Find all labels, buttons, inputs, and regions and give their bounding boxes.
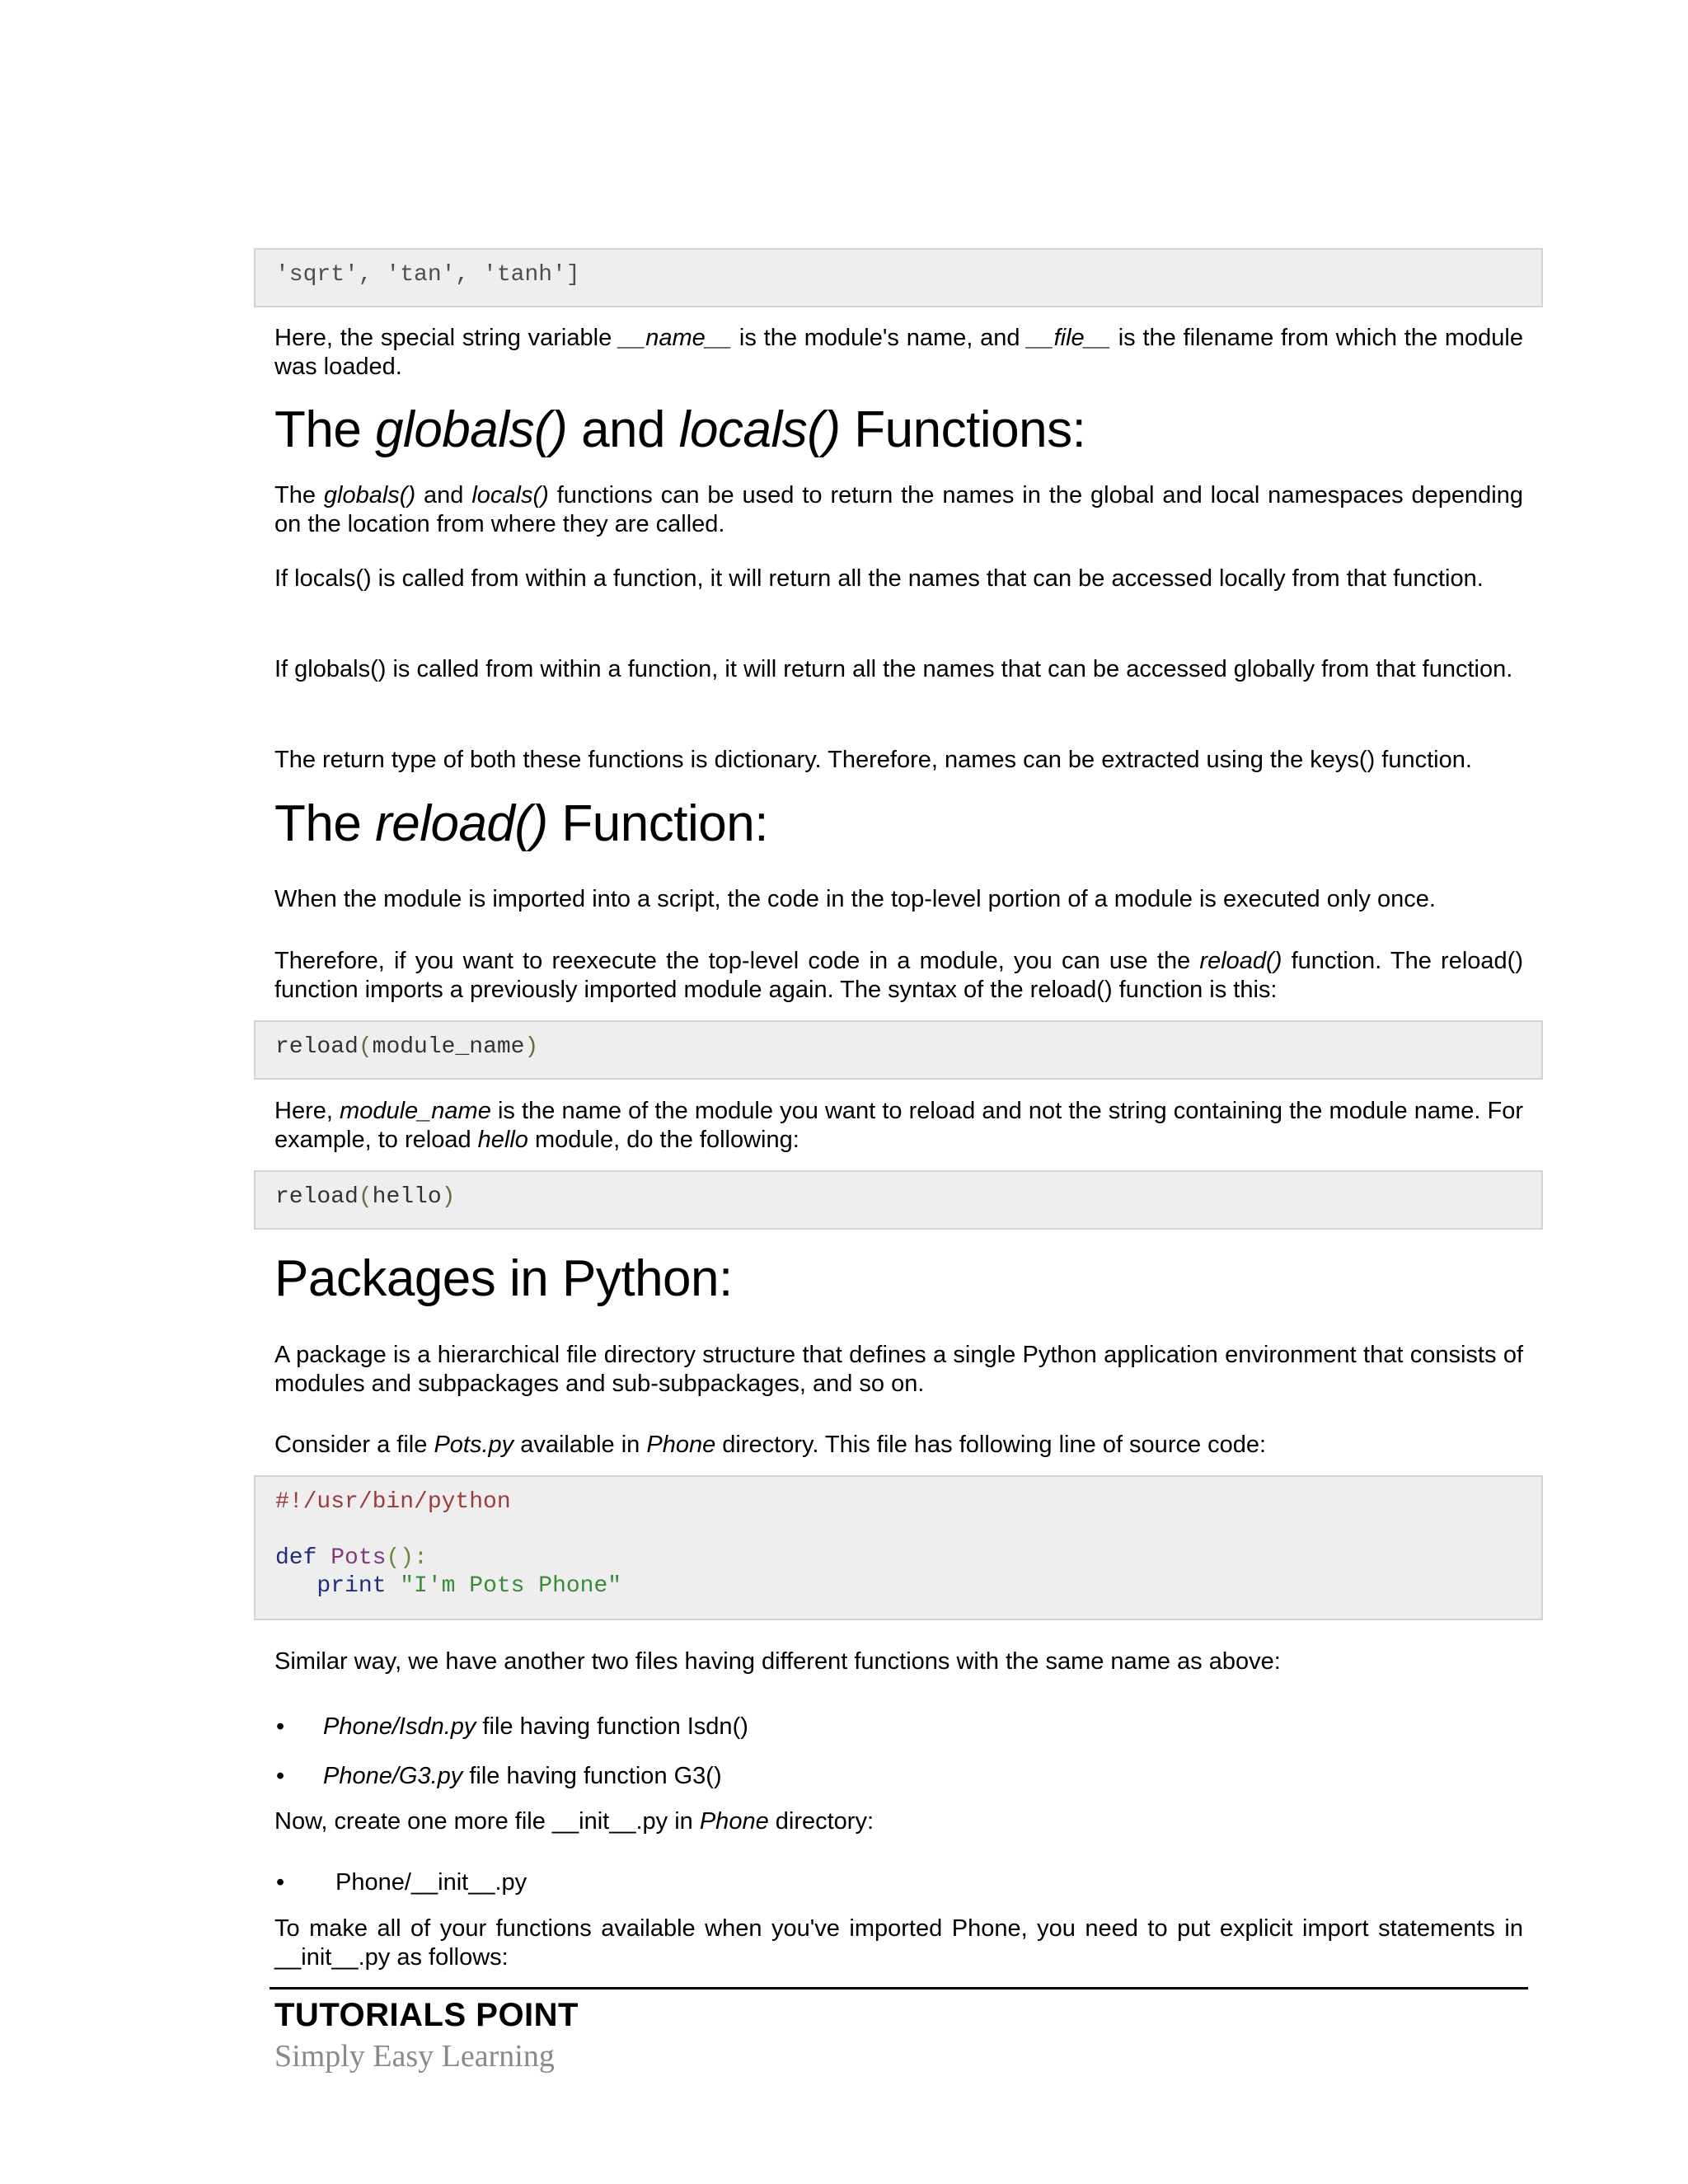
code-block-reload-hello: reload(hello): [254, 1170, 1543, 1230]
list-item: • Phone/__init__.py: [276, 1869, 528, 1896]
footer-tagline: Simply Easy Learning: [274, 2039, 555, 2074]
code-print-string: "I'm Pots Phone": [400, 1573, 622, 1599]
footer-brand: TUTORIALS POINT: [274, 1997, 579, 2033]
code-block-dir-output: [254, 248, 1543, 307]
code-shebang: #!/usr/bin/python: [275, 1489, 511, 1515]
paragraph-reload-usage: Therefore, if you want to reexecute the top-level code in a module, you can use the reload() function. The reload() function imports a previously imported module again. The syntax of the reload() function is this:: [274, 948, 1523, 1003]
paragraph-module-name: Here, module_name is the name of the module you want to reload and not the string containing the module name. For example, to reload hello module, do the following:: [274, 1098, 1523, 1153]
code-block-pots: #!/usr/bin/python def Pots(): print "I'm Pots Phone": [254, 1475, 1543, 1620]
footer-divider: [270, 1987, 1528, 1990]
code-print-keyword: print: [316, 1573, 387, 1599]
paragraph-name-file: Here, the special string variable __name__ is the module's name, and __file__ is the filename from which the module was loaded.: [274, 325, 1523, 380]
bullet-list-files: [274, 1713, 1523, 1791]
paragraph-package-definition: A package is a hierarchical file directory structure that defines a single Python application environment that consists of modules and subpackages and sub-subpackages, and so on.: [274, 1342, 1523, 1397]
inline-code-name: __name__: [619, 325, 733, 351]
code-def-keyword: def: [275, 1545, 317, 1571]
inline-code-file: __file__: [1027, 325, 1111, 351]
paragraph-pots-file: Consider a file Pots.py available in Phone directory. This file has following line of source code:: [274, 1432, 1267, 1458]
heading-packages: Packages in Python:: [274, 1250, 733, 1307]
paragraph-globals-locals-intro: The globals() and locals() functions can be used to return the names in the global and local namespaces depending on the location from where they are called.: [274, 482, 1523, 537]
list-item: • Phone/Isdn.py file having function Isdn(): [276, 1713, 748, 1740]
list-item: • Phone/G3.py file having function G3(): [276, 1763, 722, 1789]
paragraph-locals: If locals() is called from within a function, it will return all the names that can be accessed locally from that function.: [274, 565, 1484, 592]
paragraph-import-statements: To make all of your functions available when you've imported Phone, you need to put explicit import statements in __init__.py as follows:: [274, 1915, 1523, 1971]
paragraph-return-type: The return type of both these functions is dictionary. Therefore, names can be extracted using the keys() function.: [274, 747, 1472, 773]
code-function-name: Pots: [331, 1545, 387, 1571]
paragraph-similar-files: Similar way, we have another two files having different functions with the same name as above:: [274, 1648, 1281, 1675]
paragraph-create-init: Now, create one more file __init__.py in Phone directory:: [274, 1808, 874, 1835]
code-block-reload-syntax: reload(module_name): [254, 1020, 1543, 1080]
code-text: 'sqrt', 'tan', 'tanh']: [275, 262, 580, 288]
heading-reload: The reload() Function:: [274, 795, 768, 852]
paragraph-globals: If globals() is called from within a function, it will return all the names that can be accessed globally from that function.: [274, 656, 1513, 682]
paragraph-reload-once: When the module is imported into a script, the code in the top-level portion of a module is executed only once.: [274, 886, 1436, 912]
heading-globals-locals: The globals() and locals() Functions:: [274, 401, 1086, 458]
bullet-list-init: [274, 1868, 1523, 1897]
